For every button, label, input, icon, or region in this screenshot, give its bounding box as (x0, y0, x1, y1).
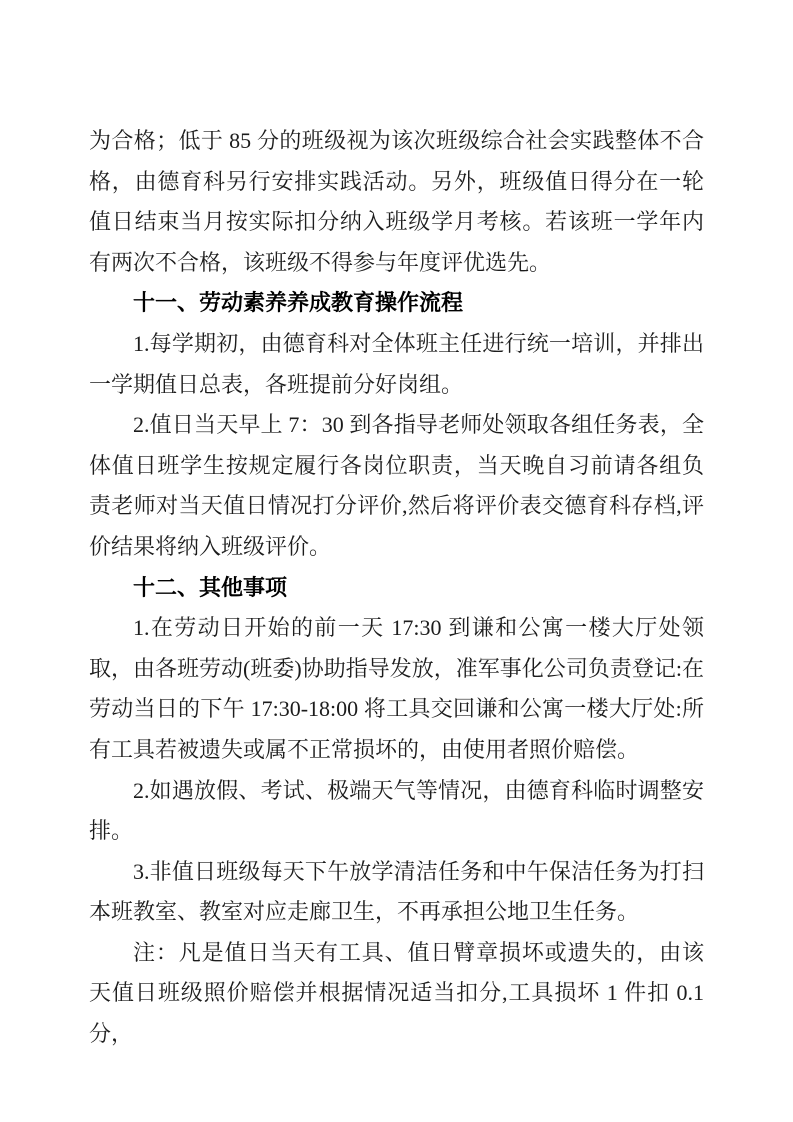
paragraph-note: 注：凡是值日当天有工具、值日臂章损坏或遗失的，由该天值日班级照价赔偿并根据情况适当扣分,工具损坏 1 件扣 0.1 分， (89, 939, 704, 1047)
paragraph-12-item-2: 2.如遇放假、考试、极端天气等情况，由德育科临时调整安排。 (89, 777, 704, 844)
paragraph-continuation: 为合格；低于 85 分的班级视为该次班级综合社会实践整体不合格，由德育科另行安排实践活动。另外，班级值日得分在一轮值日结束当月按实际扣分纳入班级学月考核。若该班一学年内有两次不合格，该班级不得参与年度评优选先。 (89, 128, 704, 275)
document-body (89, 121, 704, 1055)
paragraph-11-item-2: 2.值日当天早上 7：30 到各指导老师处领取各组任务表，全体值日班学生按规定履行各岗位职责，当天晚自习前请各组负责老师对当天值日情况打分评价,然后将评价表交德育科存档,评价结果将纳入班级评价。 (89, 412, 704, 559)
section-heading-11: 十一、劳动素养养成教育操作流程 (133, 290, 464, 316)
section-heading-12: 十二、其他事项 (133, 574, 288, 600)
paragraph-12-item-1: 1.在劳动日开始的前一天 17:30 到谦和公寓一楼大厅处领取，由各班劳动(班委)协助指导发放，准军事化公司负责登记:在劳动当日的下午 17:30-18:00 将工具交回谦和公寓一楼大厅处:所有工具若被遗失或属不正常损坏的，由使用者照价赔偿。 (89, 615, 704, 762)
paragraph-12-item-3: 3.非值日班级每天下午放学清洁任务和中午保洁任务为打扫本班教室、教室对应走廊卫生，不再承担公地卫生任务。 (89, 858, 704, 925)
paragraph-11-item-1: 1.每学期初，由德育科对全体班主任进行统一培训，并排出一学期值日总表，各班提前分好岗组。 (89, 330, 704, 397)
